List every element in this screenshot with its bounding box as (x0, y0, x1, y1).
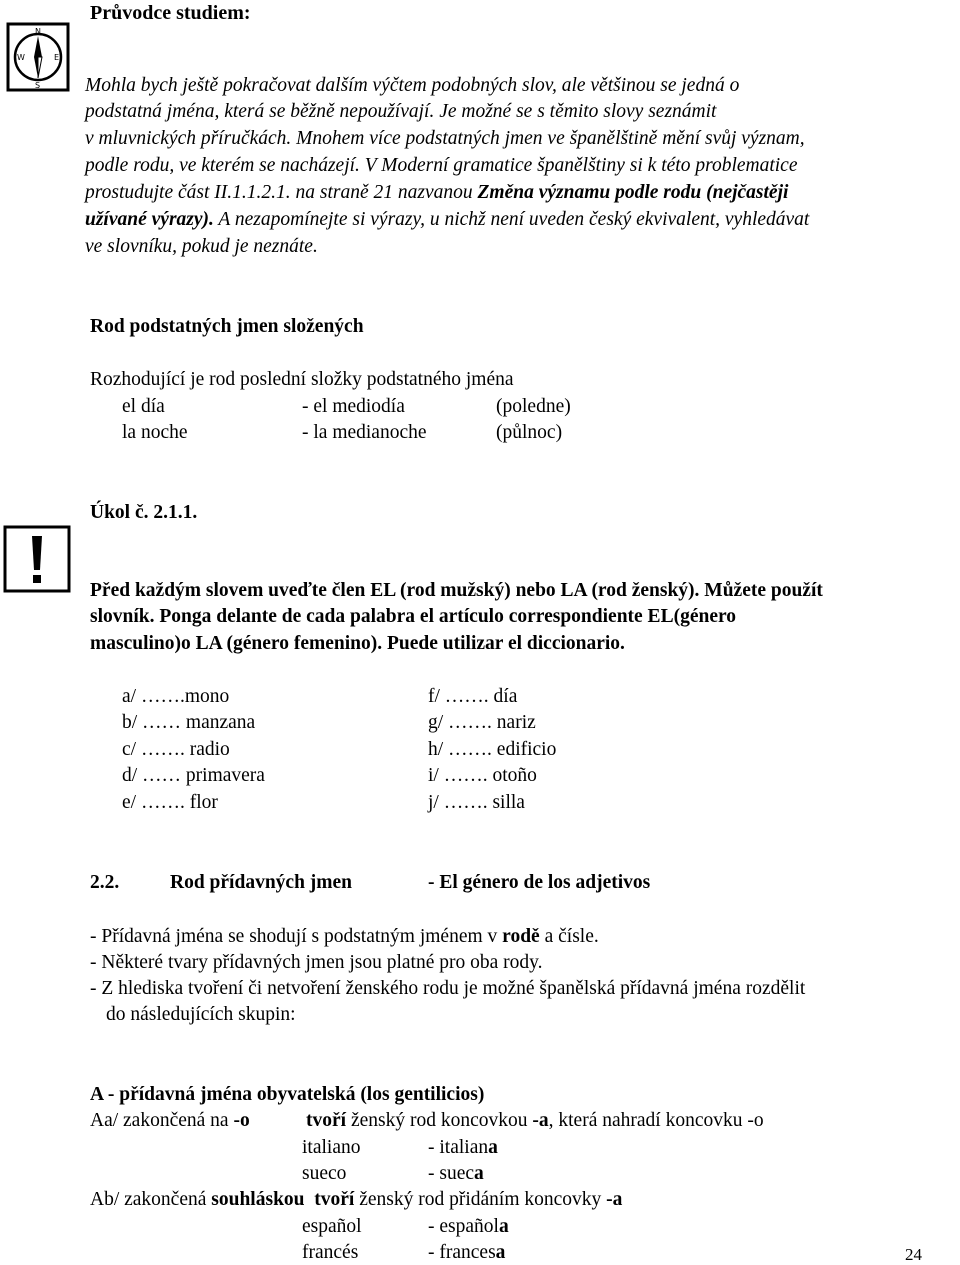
svg-text:W: W (17, 53, 25, 62)
task-heading: Úkol č. 2.1.1. (90, 502, 198, 523)
task-item-i: i/ ……. otoño (428, 765, 537, 786)
example-italiano-f-end: a (488, 1137, 498, 1158)
svg-text:S: S (35, 81, 41, 90)
compound-row-2-b: - la medianoche (302, 422, 427, 443)
bullet-3: - Z hlediska tvoření či netvoření ženského rodu je možné španělská přídavná jména rozdělit (90, 978, 806, 999)
bullet-1-text-c: a čísle. (539, 926, 599, 947)
compound-row-1-b: - el mediodía (302, 396, 405, 417)
task-line-1: Před každým slovem uveďte člen EL (rod mužský) nebo LA (rod ženský). Můžete použít (90, 580, 823, 601)
section-number: 2.2. (90, 872, 120, 893)
compass-icon (6, 22, 70, 92)
svg-text:N: N (35, 27, 41, 36)
task-item-j: j/ ……. silla (428, 792, 525, 813)
compound-row-1-c: (poledne) (496, 396, 571, 417)
guide-line-5 (85, 182, 788, 204)
guide-line-5-text: prostudujte část II.1.1.2.1. na straně 21 nazvanou (85, 182, 478, 203)
task-item-b: b/ …… manzana (122, 712, 256, 733)
guide-title: Průvodce studiem: (90, 2, 251, 24)
exclamation-icon (2, 524, 72, 594)
aa-text-2: ženský rod koncovkou (346, 1110, 533, 1131)
example-italiano-f (428, 1137, 498, 1159)
example-frances-f-stem: - frances (428, 1242, 496, 1263)
example-sueco-f (428, 1163, 484, 1185)
aa-suffix-o: -o (233, 1110, 250, 1131)
example-espanol-f-end: a (498, 1216, 509, 1237)
guide-line-6 (85, 209, 809, 231)
guide-bold-title-b: užívané výrazy). (85, 209, 214, 230)
group-ab-line (90, 1189, 622, 1211)
guide-line-6-rest: A nezapomínejte si výrazy, u nichž není uveden český ekvivalent, vyhledávat (213, 209, 810, 230)
ab-text-2: ženský rod přidáním koncovky (354, 1189, 607, 1210)
task-item-h: h/ ……. edificio (428, 739, 557, 760)
svg-text:E: E (54, 53, 60, 62)
bullet-1 (90, 926, 599, 948)
group-aa-line (90, 1110, 250, 1132)
compound-row-2-a: la noche (122, 422, 188, 443)
task-line-2: slovník. Ponga delante de cada palabra el artículo correspondiente EL(género (90, 606, 737, 627)
example-sueco-f-end: a (474, 1163, 484, 1184)
example-frances-m: francés (302, 1242, 359, 1263)
guide-line-1: Mohla bych ještě pokračovat dalším výčtem podobných slov, ale většinou se jedná o (85, 75, 740, 96)
task-item-g: g/ ……. nariz (428, 712, 536, 733)
group-a-heading: A - přídavná jména obyvatelská (los gentilicios) (90, 1084, 485, 1105)
example-frances-f-end: a (495, 1242, 506, 1263)
example-sueco-m: sueco (302, 1163, 347, 1184)
task-item-e: e/ ……. flor (122, 792, 218, 813)
page-number: 24 (905, 1245, 922, 1264)
compound-rule: Rozhodující je rod poslední složky podstatného jména (90, 369, 514, 390)
task-item-f: f/ ……. día (428, 686, 518, 707)
ab-text-1: Ab/ zakončená (90, 1189, 212, 1210)
guide-line-2: podstatná jména, která se běžně nepoužívají. Je možné se s těmito slovy seznámit (85, 101, 717, 122)
bullet-3-cont: do následujících skupin: (106, 1004, 296, 1025)
example-espanol-m: español (302, 1216, 362, 1237)
compound-row-2-c: (půlnoc) (496, 422, 563, 443)
task-item-c: c/ ……. radio (122, 739, 230, 760)
guide-line-4: podle rodu, ve kterém se nacházejí. V Moderní gramatice španělštiny si k této problematice (85, 155, 798, 176)
bullet-1-text-a: - Přídavná jména se shodují s podstatným jménem v (90, 926, 503, 947)
ab-suffix-a: -a (606, 1189, 623, 1210)
example-italiano-f-stem: - italian (428, 1137, 489, 1158)
group-aa-line-rest (306, 1110, 764, 1132)
example-italiano-m: italiano (302, 1137, 361, 1158)
ab-tvori: tvoří (314, 1189, 355, 1210)
bullet-2: - Některé tvary přídavných jmen jsou platné pro oba rody. (90, 952, 543, 973)
example-espanol-f (428, 1216, 509, 1238)
ab-souhlaskou: souhláskou (211, 1189, 305, 1210)
aa-text-1: Aa/ zakončená na (90, 1110, 234, 1131)
guide-line-3: v mluvnických příručkách. Mnohem více podstatných jmen ve španělštině mění svůj význam, (85, 128, 805, 149)
section-subtitle: - El género de los adjetivos (428, 872, 651, 893)
aa-suffix-a: -a (532, 1110, 549, 1131)
example-sueco-f-stem: - suec (428, 1163, 475, 1184)
guide-line-7: ve slovníku, pokud je neznáte. (85, 236, 318, 257)
aa-tvori: tvoří (306, 1110, 347, 1131)
compound-row-1-a: el día (122, 396, 165, 417)
section-title: Rod přídavných jmen (170, 872, 353, 893)
example-espanol-f-stem: - español (428, 1216, 499, 1237)
compound-heading: Rod podstatných jmen složených (90, 316, 364, 337)
task-line-3: masculino)o LA (género femenino). Puede utilizar el diccionario. (90, 633, 625, 654)
task-item-d: d/ …… primavera (122, 765, 265, 786)
task-item-a: a/ …….mono (122, 686, 230, 707)
aa-text-3: , která nahradí koncovku -o (548, 1110, 764, 1131)
example-frances-f (428, 1242, 505, 1264)
guide-bold-title-a: Změna významu podle rodu (nejčastěji (477, 182, 789, 203)
bullet-1-bold: rodě (502, 926, 540, 947)
